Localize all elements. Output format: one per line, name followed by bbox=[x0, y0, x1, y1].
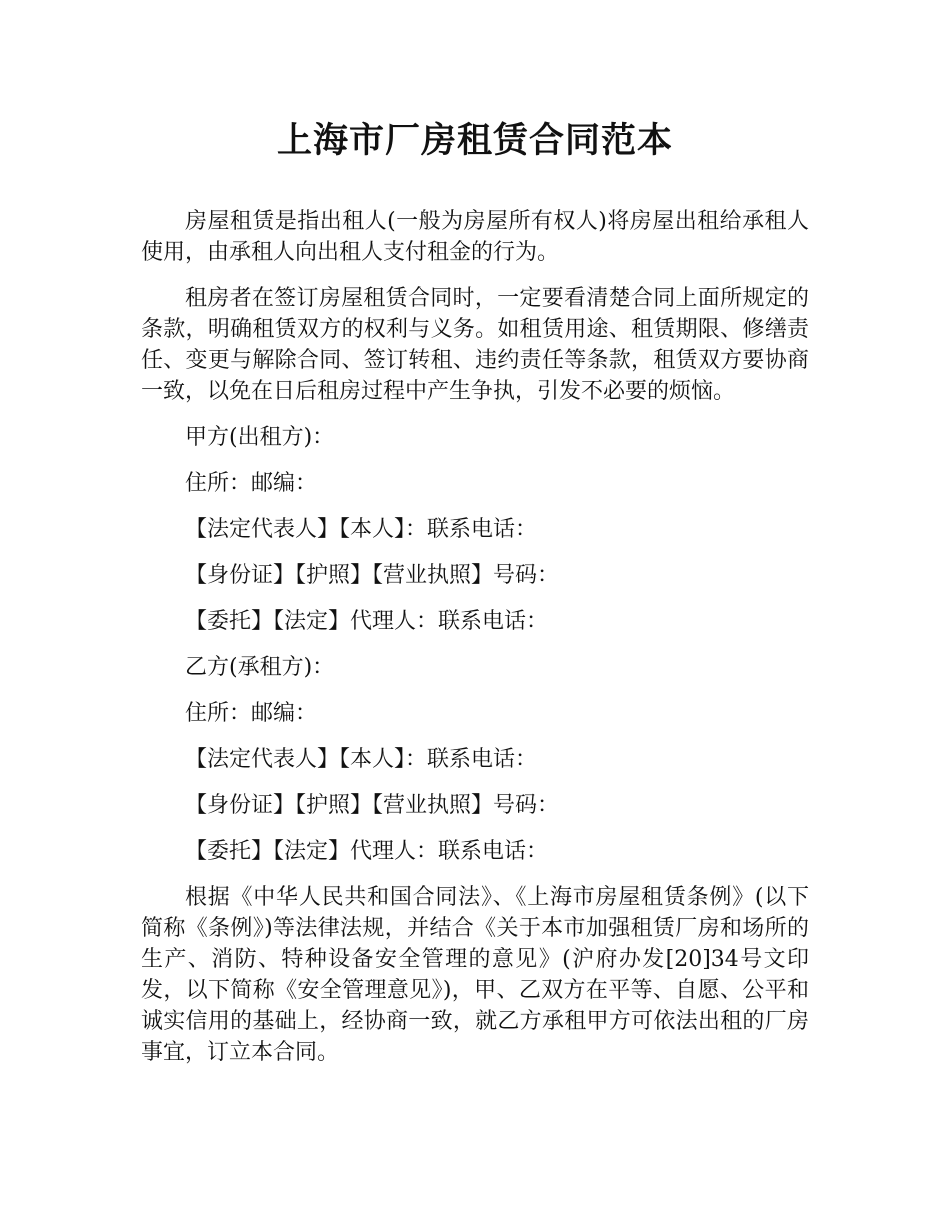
intro-paragraph-definition: 房屋租赁是指出租人(一般为房屋所有权人)将房屋出租给承租人使用，由承租人向出租人支付租金的行为。 bbox=[141, 209, 809, 265]
party-b-id-field: 【身份证】【护照】【营业执照】号码： bbox=[185, 793, 560, 818]
party-a-id-field: 【身份证】【护照】【营业执照】号码： bbox=[185, 563, 560, 588]
party-a-heading: 甲方(出租方)： bbox=[185, 425, 335, 450]
document-title: 上海市厂房租赁合同范本 bbox=[276, 121, 673, 161]
party-a-agent-field: 【委托】【法定】代理人：联系电话： bbox=[185, 609, 549, 634]
intro-paragraph-advice: 租房者在签订房屋租赁合同时，一定要看清楚合同上面所规定的条款，明确租赁双方的权利与义务。如租赁用途、租赁期限、修缮责任、变更与解除合同、签订转租、违约责任等条款，租赁双方要协商一致，以免在日后租房过程中产生争执，引发不必要的烦恼。 bbox=[141, 286, 809, 404]
party-b-heading: 乙方(承租方)： bbox=[185, 655, 335, 680]
party-b-agent-field: 【委托】【法定】代理人：联系电话： bbox=[185, 839, 549, 864]
party-a-representative-field: 【法定代表人】【本人】：联系电话： bbox=[185, 517, 538, 542]
contract-preamble-paragraph: 根据《中华人民共和国合同法》、《上海市房屋租赁条例》(以下简称《条例》)等法律法规，并结合《关于本市加强租赁厂房和场所的生产、消防、特种设备安全管理的意见》(沪府办发[20]34号文印发，以下简称《安全管理意见》)，甲、乙双方在平等、自愿、公平和诚实信用的基础上，经协商一致，就乙方承租甲方可依法出租的厂房事宜，订立本合同。 bbox=[141, 885, 809, 1065]
document-body bbox=[141, 206, 809, 1083]
party-a-address-field: 住所：邮编： bbox=[185, 471, 318, 496]
party-b-address-field: 住所：邮编： bbox=[185, 701, 318, 726]
party-b-representative-field: 【法定代表人】【本人】：联系电话： bbox=[185, 747, 538, 772]
